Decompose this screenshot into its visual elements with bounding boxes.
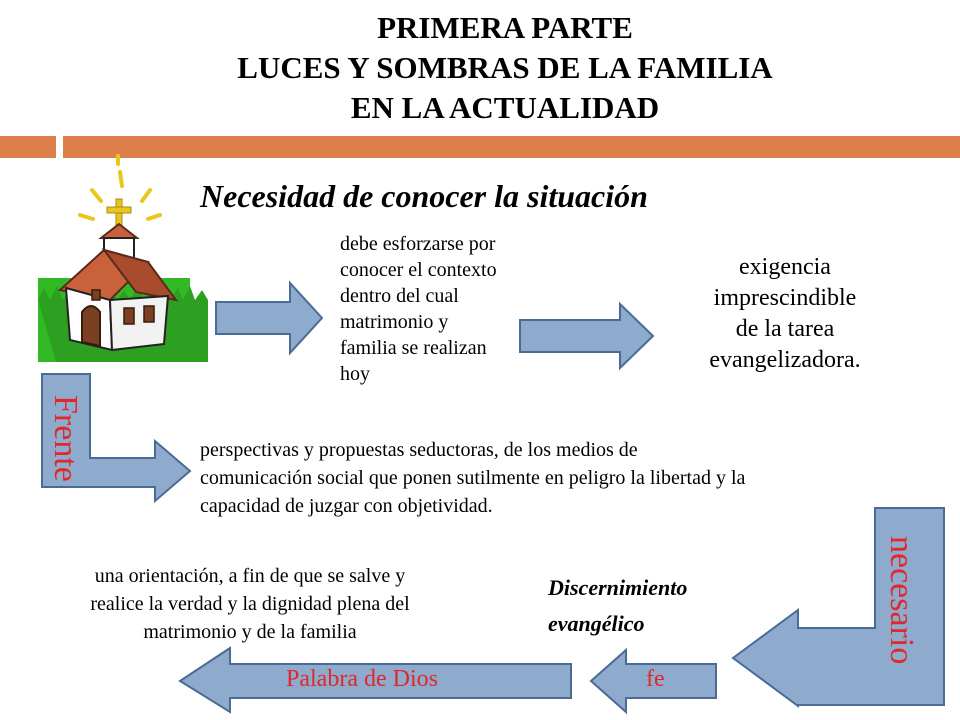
requirement-line: de la tarea [735, 316, 835, 342]
requirement-line: imprescindible [713, 285, 857, 311]
church-icon [38, 156, 208, 362]
title-line-3: EN LA ACTUALIDAD [350, 90, 660, 125]
discernment-line: evangélico [548, 611, 645, 636]
requirement-text [660, 252, 910, 376]
perspectives-line: perspectivas y propuestas seductoras, de los medios de [200, 439, 638, 461]
context-line: familia se realizan [340, 337, 487, 359]
context-line: conocer el contexto [340, 259, 497, 281]
discernment-line: Discernimiento [548, 575, 688, 600]
fe-label: fe [646, 666, 665, 692]
arrow-right-1 [216, 283, 322, 353]
context-text [340, 231, 570, 387]
palabra-label: Palabra de Dios [286, 666, 438, 692]
title-line-2: LUCES Y SOMBRAS DE LA FAMILIA [237, 50, 773, 85]
discernment-text [548, 570, 687, 642]
section-subtitle: Necesidad de conocer la situación [200, 178, 648, 214]
context-line: debe esforzarse por [340, 233, 496, 255]
requirement-line: evangelizadora. [709, 347, 861, 373]
perspectives-line: comunicación social que ponen sutilmente en peligro la libertad y la [200, 467, 746, 489]
orientation-line: una orientación, a fin de que se salve y [94, 565, 406, 587]
orientation-line: realice la verdad y la dignidad plena del [90, 593, 410, 615]
title-line-1: PRIMERA PARTE [377, 10, 633, 45]
orientation-line: matrimonio y de la familia [143, 621, 357, 643]
orientation-text [30, 562, 470, 646]
context-line: matrimonio y [340, 311, 449, 333]
context-line: dentro del cual [340, 285, 459, 307]
necesario-label: necesario [883, 535, 920, 665]
perspectives-line: capacidad de juzgar con objetividad. [200, 495, 493, 517]
frente-label: Frente [47, 394, 84, 482]
requirement-line: exigencia [739, 254, 831, 280]
context-line: hoy [340, 363, 370, 385]
media-perspectives-text [200, 436, 940, 520]
